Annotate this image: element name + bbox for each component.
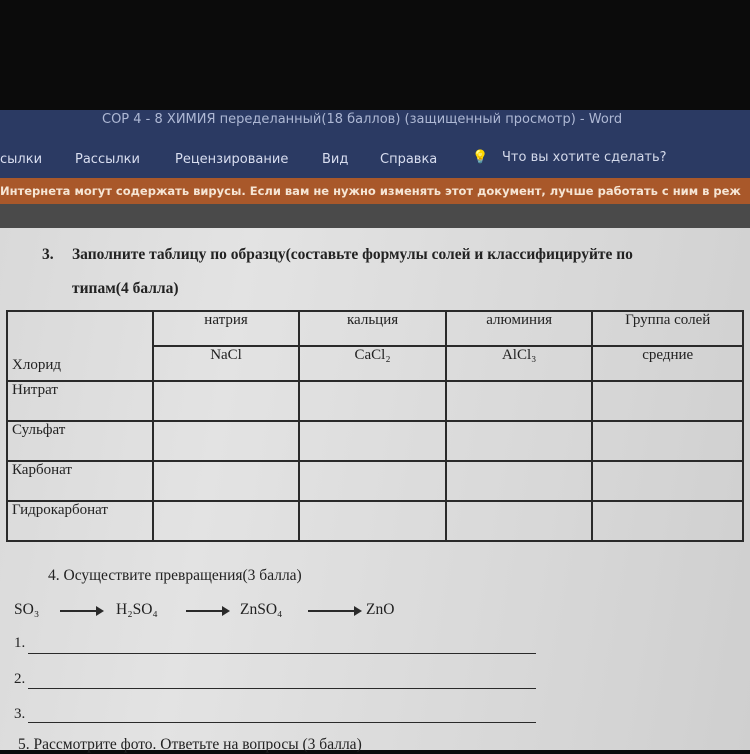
tell-me-search[interactable] [472,150,667,165]
protected-view-bar [0,178,750,204]
table-cell[interactable] [446,461,593,501]
arrow-right-icon [186,610,228,612]
tab-links[interactable]: сылки [0,152,43,167]
header-aluminium: алюминия [446,311,593,346]
formula-zno: ZnO [366,601,395,618]
table-cell[interactable] [446,501,593,541]
arrow-right-icon [308,610,360,612]
ribbon-tabs [0,146,750,178]
tab-view[interactable]: Вид [322,152,349,167]
lightbulb-icon: 💡 [472,150,489,165]
row-label-nitrate: Нитрат [7,381,153,421]
table-row [7,421,743,461]
table-header-row [7,311,743,346]
cell-nacl: NaCl [153,346,300,381]
q4-text: 4. Осуществите превращения(3 балла) [48,567,302,584]
formula-h2so4: H₂SO₄ [116,601,158,618]
table-cell[interactable] [446,381,593,421]
table-cell[interactable] [153,461,300,501]
table-cell[interactable] [299,461,446,501]
q3-number: 3. [42,246,54,263]
formula-znso4: ZnSO₄ [240,601,283,618]
table-cell[interactable] [446,421,593,461]
row-label-chloride: Хлорид [7,311,153,381]
q3-text-line2: типам(4 балла) [72,280,179,297]
row-label-sulfate: Сульфат [7,421,153,461]
table-cell[interactable] [299,501,446,541]
table-cell[interactable] [592,501,743,541]
q3-text: Заполните таблицу по образцу(составьте формулы солей и классифицируйте по [72,246,633,263]
answer-line-3[interactable] [28,722,536,723]
table-cell[interactable] [592,421,743,461]
salts-table [6,310,744,542]
header-salt-group: Группа солей [592,311,743,346]
formula-so3: SO₃ [14,601,40,618]
row-label-hydrocarbonate: Гидрокарбонат [7,501,153,541]
table-cell[interactable] [592,461,743,501]
answer-label-3: 3. [14,706,26,722]
tab-help[interactable]: Справка [380,152,438,167]
table-cell[interactable] [299,421,446,461]
table-cell[interactable] [153,421,300,461]
cell-alcl3: AlCl₃ [446,346,593,381]
cell-salt-group-chloride: средние [592,346,743,381]
answer-label-1: 1. [14,635,26,651]
q5-text: 5. Рассмотрите фото. Ответьте на вопросы (3 балла) [18,736,362,753]
tab-review[interactable]: Рецензирование [175,152,289,167]
window-title-bar [0,110,750,146]
answer-line-2[interactable] [28,688,536,689]
ruler-gap [0,204,750,228]
protected-view-message: Интернета могут содержать вирусы. Если вам не нужно изменять этот документ, лучше работать с ним в реж [0,184,741,198]
tell-me-text: Что вы хотите сделать? [502,150,667,165]
window-title: СОР 4 - 8 ХИМИЯ переделанный(18 баллов) (защищенный просмотр) - Word [102,112,623,127]
table-row [7,461,743,501]
table-row [7,381,743,421]
answer-line-1[interactable] [28,653,536,654]
table-row [7,501,743,541]
cell-cacl2: CaCl₂ [299,346,446,381]
answer-label-2: 2. [14,671,26,687]
table-cell[interactable] [592,381,743,421]
table-cell[interactable] [153,381,300,421]
table-cell[interactable] [153,501,300,541]
arrow-right-icon [60,610,102,612]
row-label-carbonate: Карбонат [7,461,153,501]
tab-mailings[interactable]: Рассылки [75,152,140,167]
header-sodium: натрия [153,311,300,346]
document-page [0,228,750,753]
header-calcium: кальция [299,311,446,346]
table-cell[interactable] [299,381,446,421]
